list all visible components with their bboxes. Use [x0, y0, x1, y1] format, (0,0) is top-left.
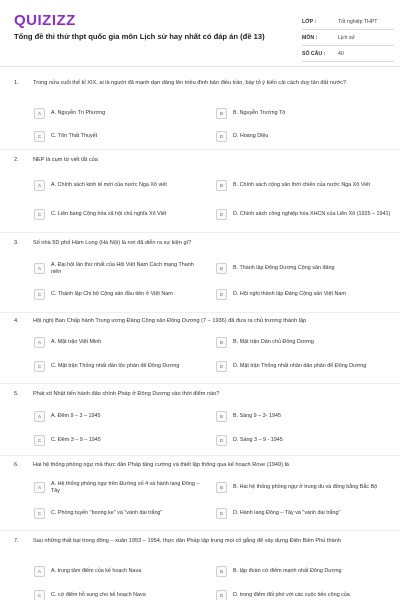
option-badge: C: [34, 131, 45, 142]
option-text: A. trung tâm điểm của kế hoạch Nava: [51, 568, 142, 575]
option-badge: B: [216, 337, 227, 348]
question-number: 2.: [14, 157, 19, 163]
option-badge: B: [216, 411, 227, 422]
meta-info: [302, 14, 394, 62]
option-a[interactable]: [34, 334, 204, 351]
option-badge: A: [34, 482, 45, 493]
meta-row-subject: [302, 30, 394, 46]
meta-label: LỚP :: [302, 18, 317, 25]
option-text: C. Mặt trận Thống nhất dân tộc phản đế Đông Dương: [51, 363, 180, 370]
option-text: A. Đêm 9 – 3 – 1945: [51, 413, 101, 420]
header-divider: [0, 66, 400, 67]
option-c[interactable]: [34, 587, 204, 600]
meta-label: MÔN :: [302, 34, 318, 41]
option-text: D. trong điểm đối phó với các cuộc tiến công của: [233, 592, 350, 599]
option-text: C. Thành lập Chi bộ Cộng sản đầu tiên ở Việt Nam: [51, 291, 173, 298]
option-text: A. Nguyễn Trí Phương: [51, 110, 106, 117]
option-d[interactable]: [216, 358, 392, 375]
question-number: 4.: [14, 318, 19, 324]
option-c[interactable]: [34, 286, 204, 303]
option-text: B. Sáng 9 – 3- 1945: [233, 413, 281, 420]
option-badge: B: [216, 263, 227, 274]
question-number: 5.: [14, 391, 19, 397]
meta-label: SỐ CÂU :: [302, 50, 326, 57]
option-badge: A: [34, 411, 45, 422]
question-number: 1.: [14, 80, 19, 86]
option-badge: B: [216, 566, 227, 577]
option-badge: A: [34, 108, 45, 119]
option-text: C. Liên bang Cộng hòa xã hội chủ nghĩa Xô Viết: [51, 211, 167, 218]
question-divider: [0, 530, 400, 531]
option-text: D. Hoàng Diệu: [233, 133, 269, 140]
question-divider: [0, 383, 400, 384]
option-c[interactable]: [34, 206, 204, 223]
question-divider: [0, 232, 400, 233]
option-text: B. Hai hệ thống phòng ngự ở trung du và đồng bằng Bắc Bộ: [233, 484, 378, 491]
option-text: D. Hội nghị thành lập Đảng Cộng sản Việt Nam: [233, 291, 346, 298]
option-a[interactable]: [34, 408, 204, 425]
option-badge: B: [216, 180, 227, 191]
question-text: Sau những thất bại trong đông – xuân 1953 – 1954, thực dân Pháp tập trung mọi cố gắng để xây dựng Điện Biên Phủ thành: [33, 538, 341, 544]
meta-row-count: [302, 46, 394, 62]
option-badge: C: [34, 289, 45, 300]
question-divider: [0, 312, 400, 313]
option-text: B. Mặt trận Dân chủ Đông Dương: [233, 339, 314, 346]
question-number: 6.: [14, 462, 19, 468]
option-b[interactable]: [216, 105, 392, 122]
option-c[interactable]: [34, 128, 204, 145]
meta-value: Lịch sử: [338, 34, 356, 41]
question-number: 3.: [14, 240, 19, 246]
option-text: D. Mặt trận Thống nhất nhân dân phản đế Đông Dương: [233, 363, 367, 370]
option-badge: B: [216, 482, 227, 493]
option-badge: B: [216, 108, 227, 119]
question-number: 7.: [14, 538, 19, 544]
option-text: A. Đại hội lần thứ nhất của Hội Việt Nam Cách mạng Thanh niên: [51, 261, 194, 275]
option-badge: D: [216, 508, 227, 519]
option-text: B. tập đoàn cứ điểm mạnh nhất Đông Dương: [233, 568, 342, 575]
option-badge: A: [34, 263, 45, 274]
option-badge: D: [216, 435, 227, 446]
question-divider: [0, 149, 400, 150]
question-text: Hội nghị Ban Chấp hành Trung ương Đảng Cộng sản Đông Dương (7 – 1936) đã đưa ra chủ trương thành lập: [33, 318, 307, 324]
option-text: C. Tôn Thất Thuyết: [51, 133, 98, 140]
option-text: A. Chính sách kinh tế mới của nước Nga Xô viết: [51, 182, 167, 189]
question-text: Trong nửa cuối thế kỉ XIX, ai là người đã mạnh dạn dâng lên triều đình bản điều trần, bày tỏ ý kiến cải cách duy tân đất nước?: [33, 80, 347, 86]
option-badge: D: [216, 361, 227, 372]
header: [0, 0, 400, 62]
option-text: C. Phòng tuyến "boong ke" và "vành đai trắng": [51, 510, 163, 517]
option-d[interactable]: [216, 432, 392, 449]
option-a[interactable]: [34, 563, 204, 580]
option-d[interactable]: [216, 286, 392, 303]
option-badge: A: [34, 337, 45, 348]
question-text: Hai hệ thống phòng ngự mà thực dân Pháp tăng cường và thiết lập thông qua kế hoạch Rove (1949) là: [33, 462, 289, 468]
option-text: B. Chính sách cộng sản thời chiến của nước Nga Xô Viết: [233, 182, 371, 189]
option-badge: A: [34, 566, 45, 577]
option-d[interactable]: [216, 206, 392, 223]
quizizz-logo[interactable]: QUIZIZZ: [14, 12, 76, 29]
option-badge: C: [34, 361, 45, 372]
option-b[interactable]: [216, 563, 392, 580]
option-b[interactable]: [216, 334, 392, 351]
option-badge: C: [34, 508, 45, 519]
option-badge: C: [34, 435, 45, 446]
option-c[interactable]: [34, 432, 204, 449]
option-c[interactable]: [34, 505, 204, 522]
option-badge: D: [216, 131, 227, 142]
option-text: A. Mặt trận Việt Minh: [51, 339, 102, 346]
option-text: D. Hành lang Đông – Tây và "vành đai trắng": [233, 510, 341, 517]
option-d[interactable]: [216, 587, 392, 600]
option-d[interactable]: [216, 128, 392, 145]
option-b[interactable]: [216, 408, 392, 425]
option-a[interactable]: [34, 105, 204, 122]
question-text: Số nhà 5D phố Hàm Long (Hà Nội) là nơi đã diễn ra sự kiện gì?: [33, 240, 192, 246]
meta-row-class: [302, 14, 394, 30]
option-d[interactable]: [216, 505, 392, 522]
option-badge: C: [34, 209, 45, 220]
question-text: Phát xít Nhật tiến hành đảo chính Pháp ở Đông Dương vào thời điểm nào?: [33, 391, 220, 397]
option-text: C. cứ điểm hỗ sung cho kế hoạch Nava: [51, 592, 146, 599]
option-text: D. Chính sách công nghiệp hóa XHCN của Liên Xô (1925 – 1941): [233, 211, 391, 218]
option-a[interactable]: [34, 479, 204, 496]
option-text: D. Sáng 3 – 9 - 1945: [233, 437, 283, 444]
option-b[interactable]: [216, 260, 392, 277]
option-b[interactable]: [216, 479, 392, 496]
option-c[interactable]: [34, 358, 204, 375]
question-divider: [0, 455, 400, 456]
option-a[interactable]: [34, 260, 204, 277]
option-text: A. Hệ thống phòng ngự trên Đường số 4 và hành lang Đông – Tây: [51, 480, 200, 494]
option-badge: A: [34, 180, 45, 191]
option-b[interactable]: [216, 177, 392, 194]
option-text: B. Nguyễn Trường Tộ: [233, 110, 286, 117]
page-title: Tổng đề thi thử thpt quốc gia môn Lịch sử hay nhất có đáp án (đề 13): [14, 32, 265, 41]
option-badge: C: [34, 590, 45, 600]
option-badge: D: [216, 590, 227, 600]
option-text: B. Thành lập Đông Dương Cộng sản đảng: [233, 265, 335, 272]
option-text: C. Đêm 3 – 9 – 1945: [51, 437, 101, 444]
option-badge: D: [216, 289, 227, 300]
option-a[interactable]: [34, 177, 204, 194]
meta-value: Tốt nghiệp THPT: [338, 18, 378, 25]
option-badge: D: [216, 209, 227, 220]
question-text: NEP là cụm từ viết tắt của: [33, 157, 98, 163]
meta-value: 40: [338, 50, 344, 57]
